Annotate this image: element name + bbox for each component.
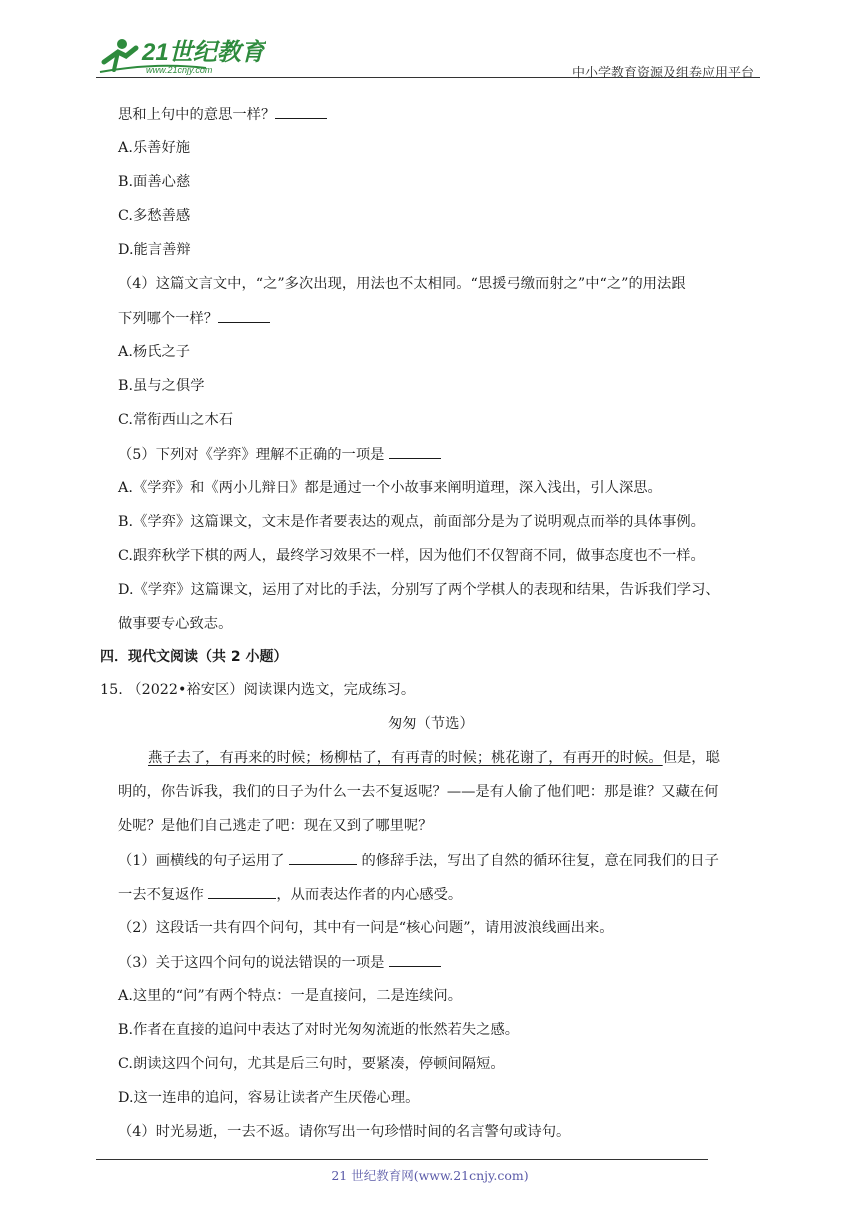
footer-divider <box>96 1159 708 1160</box>
question-line: （2）这段话一共有四个问句，其中有一问是“核心问题”，请用波浪线画出来。 <box>118 920 614 936</box>
site-logo <box>96 32 266 76</box>
platform-name: 中小学教育资源及组卷应用平台 <box>571 66 754 81</box>
option-line: A.杨氏之子 <box>118 344 191 360</box>
section-heading: 四．现代文阅读（共 2 小题） <box>100 649 288 665</box>
question-line: （4）时光易逝，一去不返。请你写出一句珍惜时间的名言警句或诗句。 <box>118 1124 571 1140</box>
question-line: （1）画横线的句子运用了 的修辞手法，写出了自然的循环往复，意在同我们的日子 <box>118 850 719 870</box>
option-line: C.跟弈秋学下棋的两人，最终学习效果不一样，因为他们不仅智商不同，做事态度也不一样。 <box>118 548 705 564</box>
question-line: （4）这篇文言文中，“之”多次出现，用法也不太相同。“思援弓缴而射之”中“之”的用法跟 <box>118 276 686 292</box>
question-line: 下列哪个一样？ <box>118 308 270 328</box>
page-footer: 21 世纪教育网(www.21cnjy.com) <box>331 1168 529 1183</box>
question-15-header: 15. （2022•裕安区）阅读课内选文，完成练习。 <box>100 682 416 698</box>
option-line: B.作者在直接的追问中表达了对时光匆匆流逝的怅然若失之感。 <box>118 1022 520 1038</box>
option-line: C.常衔西山之木石 <box>118 412 234 428</box>
option-line: A.《学弈》和《两小儿辩日》都是通过一个小故事来阐明道理，深入浅出，引人深思。 <box>118 480 662 496</box>
header-divider <box>96 77 760 78</box>
option-line: 做事要专心致志。 <box>118 616 233 632</box>
passage-line: 燕子去了，有再来的时候；杨柳枯了，有再青的时候；桃花谢了，有再开的时候。但是，聪 <box>148 750 720 766</box>
option-line: D.这一连串的追问，容易让读者产生厌倦心理。 <box>118 1090 420 1106</box>
question-line: （3）关于这四个问句的说法错误的一项是 <box>118 952 441 972</box>
logo-url: www.21cnjy.com <box>146 65 213 75</box>
option-line: A.乐善好施 <box>118 140 191 156</box>
option-line: D.能言善辩 <box>118 242 191 258</box>
question-line: 思和上句中的意思一样？ <box>118 104 327 124</box>
option-line: C.多愁善感 <box>118 208 191 224</box>
passage-line: 明的，你告诉我，我们的日子为什么一去不复返呢？——是有人偷了他们吧：那是谁？又藏在何 <box>118 784 719 800</box>
question-line: 一去不复返作 ，从而表达作者的内心感受。 <box>118 884 462 904</box>
option-line: D.《学弈》这篇课文，运用了对比的手法，分别写了两个学棋人的表现和结果，告诉我们学习、 <box>118 582 720 598</box>
option-line: C.朗读这四个问句，尤其是后三句时，要紧凑，停顿间隔短。 <box>118 1056 505 1072</box>
question-line: （5）下列对《学弈》理解不正确的一项是 <box>118 444 441 464</box>
page-header <box>96 32 760 81</box>
option-line: A.这里的“问”有两个特点：一是直接问，二是连续问。 <box>118 988 463 1004</box>
option-line: B.《学弈》这篇课文，文末是作者要表达的观点，前面部分是为了说明观点而举的具体事例。 <box>118 514 705 530</box>
logo-text: 21世纪教育 <box>142 39 265 66</box>
passage-line: 处呢？是他们自己逃走了吧：现在又到了哪里呢？ <box>118 818 433 834</box>
option-line: B.面善心慈 <box>118 174 191 190</box>
passage-title: 匆匆（节选） <box>388 716 474 732</box>
option-line: B.虽与之俱学 <box>118 378 205 394</box>
